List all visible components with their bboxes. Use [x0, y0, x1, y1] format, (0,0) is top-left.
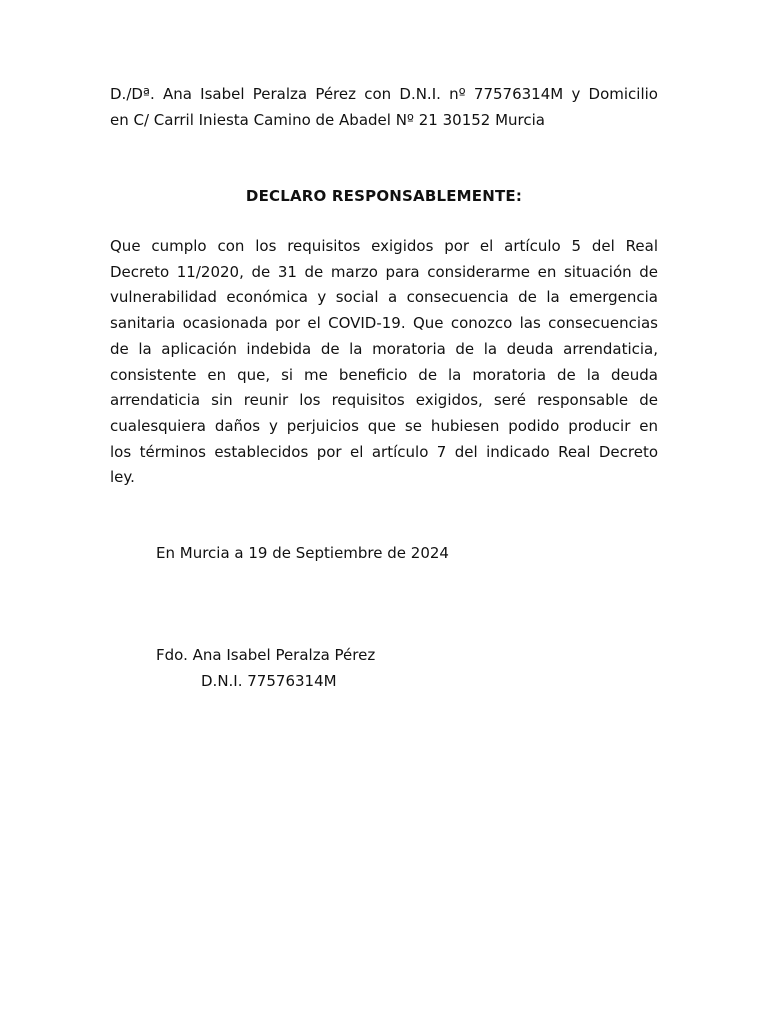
body-line: sanitaria ocasionada por el COVID-19. Que conozco las consecuencias	[110, 314, 658, 333]
declaration-heading: DECLARO RESPONSABLEMENTE:	[245, 187, 523, 205]
intro-line-2: en C/ Carril Iniesta Camino de Abadel Nº 21 30152 Murcia	[110, 110, 545, 129]
body-line: ley.	[110, 468, 135, 487]
signature-name: Fdo. Ana Isabel Peralza Pérez	[156, 646, 376, 664]
intro-line-1: D./Dª. Ana Isabel Peralza Pérez con D.N.I. nº 77576314M y Domicilio	[110, 85, 658, 103]
body-line: vulnerabilidad económica y social a consecuencia de la emergencia	[110, 288, 658, 307]
signature-block	[156, 643, 375, 694]
body-line: de la aplicación indebida de la moratoria de la deuda arrendaticia,	[110, 339, 658, 358]
declarant-identification	[110, 82, 658, 133]
body-line: los términos establecidos por el artículo 7 del indicado Real Decreto	[110, 442, 658, 461]
signature-dni: D.N.I. 77576314M	[201, 671, 337, 690]
body-line: Decreto 11/2020, de 31 de marzo para considerarme en situación de	[110, 262, 658, 281]
body-line: arrendaticia sin reunir los requisitos exigidos, seré responsable de	[110, 391, 658, 410]
place-and-date: En Murcia a 19 de Septiembre de 2024	[156, 544, 449, 562]
body-line: Que cumplo con los requisitos exigidos por el artículo 5 del Real	[110, 237, 658, 255]
body-line: cualesquiera daños y perjuicios que se hubiesen podido producir en	[110, 416, 658, 435]
declaration-body	[110, 234, 658, 491]
body-line: consistente en que, si me beneficio de la moratoria de la deuda	[110, 365, 658, 384]
